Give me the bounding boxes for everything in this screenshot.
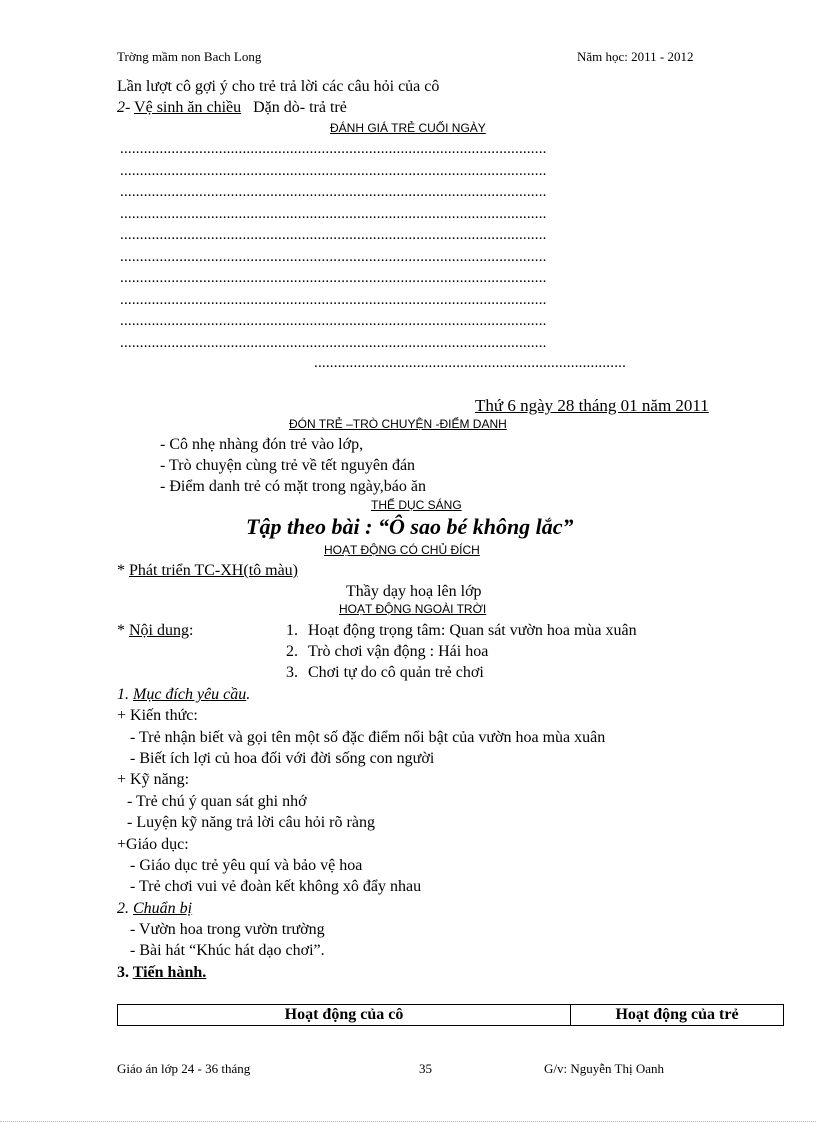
knowledge-title: + Kiến thức: [117,707,198,724]
eval-line: ............................................................................................................ [120,205,547,222]
table-header-row [118,1005,784,1026]
activity-table [117,1004,784,1026]
school-name: Trờng mầm non Bach Long [117,49,262,64]
content-item-text: Chơi tự do cô quản trẻ chơi [308,664,484,681]
proceed-label: Tiến hành. [132,964,207,981]
knowledge-item: - Trẻ nhận biết và gọi tên một số đặc điểm nổi bật của vườn hoa mùa xuân [130,729,606,746]
skills-item: - Trẻ chú ý quan sát ghi nhớ [127,793,307,810]
exercise-title: THỂ DỤC SÁNG [371,498,462,512]
table-header-children: Hoạt động của trẻ [571,1005,784,1026]
content-item [286,643,488,661]
welcome-title: ĐÓN TRẺ –TRÒ CHUYỆN -ĐIỂM DANH [289,417,507,431]
content-item-number: 3. [286,664,298,681]
skills-item: - Luyện kỹ năng trả lời câu hỏi rõ ràng [127,814,375,831]
prepare-item: - Vườn hoa trong vườn trường [130,921,325,938]
content-item [286,664,484,682]
prepare-label: Chuẩn bị [133,900,193,917]
prepare-item: - Bài hát “Khúc hát dạo chơi”. [130,942,325,959]
purpose-dot: . [246,686,251,703]
welcome-item: - Điểm danh trẻ có mặt trong ngày,báo ăn [160,478,426,495]
content-star: * [117,622,129,639]
footer-teacher: G/v: Nguyễn Thị Oanh [544,1061,664,1076]
focus-note: Thầy dạy hoạ lên lớp [346,583,482,600]
eval-line: ............................................................................................................ [120,162,547,179]
education-item: - Trẻ chơi vui vẻ đoàn kết không xô đẩy nhau [130,878,422,895]
content-label-line [117,622,193,640]
exercise-main: Tập theo bài : “Ô sao bé không lắc” [246,514,574,539]
prepare-number: 2. [117,900,133,917]
outdoor-title: HOẠT ĐỘNG NGOÀI TRỜI [339,602,487,616]
purpose-heading [117,686,250,704]
eval-line: ............................................................................................................ [120,334,547,351]
eval-line: ............................................................................................................ [120,227,547,243]
eval-last-line: ............................................................................... [314,355,627,371]
eval-line: ............................................................................................................ [120,184,547,200]
section-2-line [117,99,347,117]
proceed-number: 3. [117,964,133,981]
knowledge-item: - Biết ích lợi củ hoa đối với đời sống con người [130,750,435,767]
content-item-text: Trò chơi vận động : Hái hoa [308,643,489,660]
purpose-label: Mục đích yêu cầu [133,686,247,703]
content-item-number: 2. [286,643,298,660]
section-2-rest: Dặn dò- trả trẻ [253,99,347,116]
date-line: Thứ 6 ngày 28 tháng 01 năm 2011 [475,396,709,415]
eval-line: ............................................................................................................ [120,141,547,157]
eval-line: ............................................................................................................ [120,313,547,329]
eval-title: ĐÁNH GIÁ TRẺ CUỐI NGÀY [330,121,486,135]
table-header-teacher: Hoạt động của cô [118,1005,571,1026]
focus-subject: Phát triển TC-XH(tô màu) [129,562,299,579]
focus-title: HOẠT ĐỘNG CÓ CHỦ ĐÍCH [324,543,480,557]
content-item-text: Hoạt động trọng tâm: Quan sát vườn hoa mùa xuân [308,622,637,639]
intro-line: Lần lượt cô gợi ý cho trẻ trả lời các câu hỏi của cô [117,78,440,95]
proceed-heading [117,964,206,982]
content-item [286,622,637,640]
school-year: Năm học: 2011 - 2012 [577,49,694,64]
eval-line: ............................................................................................................ [120,248,547,265]
eval-lines [120,141,725,356]
education-item: - Giáo dục trẻ yêu quí và bảo vệ hoa [130,857,363,874]
prepare-heading [117,900,192,918]
content-label: Nội dung [129,622,189,639]
content-item-number: 1. [286,622,298,639]
education-title: +Giáo dục: [117,836,189,853]
section-2-label: Vệ sinh ăn chiều [134,99,242,116]
focus-star: * [117,562,129,579]
welcome-item: - Trò chuyện cùng trẻ về tết nguyên đán [160,457,416,474]
purpose-number: 1. [117,686,133,703]
content-colon: : [189,622,194,639]
skills-title: + Kỹ năng: [117,771,190,788]
welcome-item: - Cô nhẹ nhàng đón trẻ vào lớp, [160,436,364,453]
eval-line: ............................................................................................................ [120,270,547,286]
page-bottom-divider [0,1121,816,1122]
footer-left: Giáo án lớp 24 - 36 tháng [117,1061,251,1076]
section-2-number: 2- [117,99,131,116]
page-number: 35 [419,1061,432,1076]
eval-line: ............................................................................................................ [120,291,547,308]
focus-subject-line [117,562,298,580]
